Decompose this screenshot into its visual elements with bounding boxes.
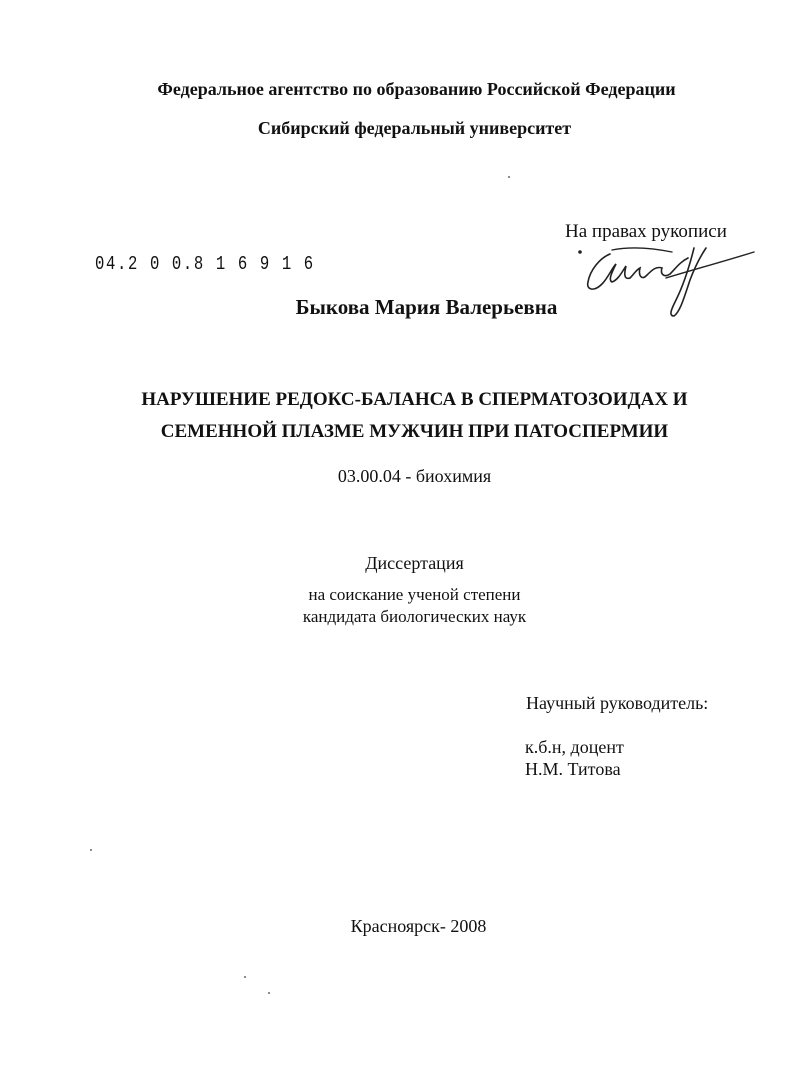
degree-line-1: на соискание ученой степени: [308, 585, 521, 604]
scan-speck: [268, 992, 270, 994]
supervisor-name: Н.М. Титова: [525, 759, 621, 779]
agency-heading: Федеральное агентство по образованию Российской Федерации: [157, 79, 676, 99]
city-year: Красноярск- 2008: [350, 916, 487, 936]
manuscript-rights-label: На правах рукописи: [565, 221, 727, 242]
scan-speck: [244, 976, 246, 978]
author-name: Быкова Мария Валерьевна: [295, 295, 558, 319]
scan-speck: [508, 176, 510, 178]
degree-line-2: кандидата биологических наук: [302, 607, 527, 626]
work-type: Диссертация: [365, 553, 464, 573]
specialty-code: 03.00.04 - биохимия: [337, 466, 492, 486]
thesis-title-line-1: НАРУШЕНИЕ РЕДОКС-БАЛАНСА В СПЕРМАТОЗОИДАХ И: [141, 389, 688, 410]
university-heading: Сибирский федеральный университет: [257, 118, 572, 138]
thesis-title-line-2: СЕМЕННОЙ ПЛАЗМЕ МУЖЧИН ПРИ ПАТОСПЕРМИИ: [160, 421, 669, 442]
registration-stamp: 04.2 0 0.8 1 6 9 1 6: [95, 253, 315, 275]
supervisor-title: к.б.н, доцент: [525, 737, 624, 757]
supervisor-label: Научный руководитель:: [526, 693, 709, 713]
scan-speck: [90, 849, 92, 851]
